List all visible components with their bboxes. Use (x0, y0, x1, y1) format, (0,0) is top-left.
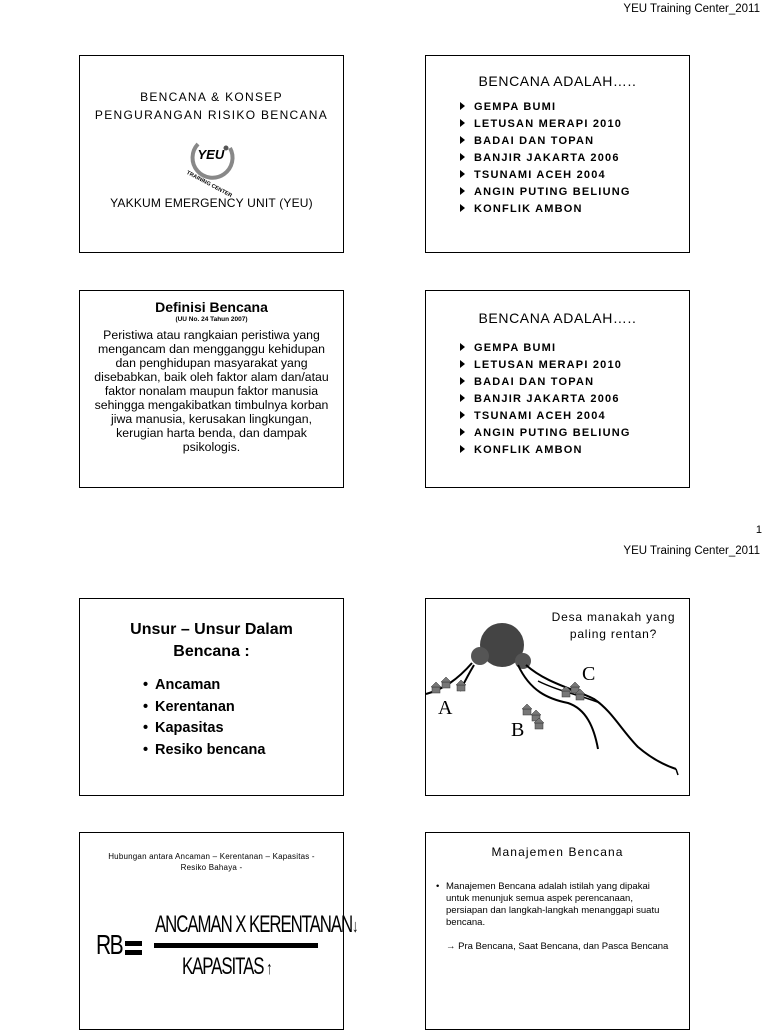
list-item: • Kerentanan (143, 697, 343, 719)
slide5-list (143, 675, 343, 761)
slide-bencana-adalah-1 (425, 55, 690, 253)
label-a: A (438, 697, 453, 719)
page-header: YEU Training Center_2011 (623, 3, 760, 15)
slide-rumus-rb (79, 832, 358, 1030)
list-item: BANJIR JAKARTA 2006 (458, 391, 689, 408)
logo-ring-text: TRAINING CENTER (184, 170, 233, 200)
slide3-subtitle: (UU No. 24 Tahun 2007) (175, 316, 248, 323)
slide4-title: BENCANA ADALAH….. (478, 310, 637, 326)
list-item: GEMPA BUMI (458, 340, 689, 357)
label-c: C (582, 663, 596, 685)
slide-manajemen (425, 832, 690, 1030)
logo-text: YEU (197, 147, 225, 162)
arrow-up-icon: ↑ (266, 958, 272, 978)
slide3-body: Peristiwa atau rangkaian peristiwa yang mengancam dan mengganggu kehidupan dan penghidupan masyarakat yang disebabkan, baik oleh faktor alam dan/atau faktor nonalam maupun faktor manusia sehingga mengakibatkan timbulnya korban jiwa manusia, kerusakan lingkungan, kerugian harta benda, dan dampak psikologis. (94, 328, 329, 454)
slide-desa-map (425, 598, 690, 796)
river-line (526, 665, 676, 769)
list-item: TSUNAMI ACEH 2004 (458, 408, 689, 425)
village-a-houses (431, 677, 466, 693)
page-number: 1 (755, 524, 762, 536)
slide7-caption-line1: Hubungan antara Ancaman – Kerentanan – Kapasitas - (108, 852, 315, 861)
list-item: LETUSAN MERAPI 2010 (458, 357, 689, 374)
bullet-icon: • (436, 881, 440, 892)
river-map (426, 599, 691, 797)
slide1-title-line2: PENGURANGAN RISIKO BENCANA (94, 108, 329, 122)
slide2-title: BENCANA ADALAH….. (478, 73, 637, 89)
question-line2: paling rentan? (569, 627, 658, 641)
list-item: GEMPA BUMI (458, 99, 689, 116)
denominator: KAPASITAS (182, 953, 264, 980)
slide2-list (458, 99, 689, 218)
list-item: TSUNAMI ACEH 2004 (458, 167, 689, 184)
arrow-down-icon: ↓ (352, 916, 358, 936)
list-item: BADAI DAN TOPAN (458, 133, 689, 150)
boulder (471, 647, 489, 665)
slide4-list (458, 340, 689, 459)
slide5-title-line1: Unsur – Unsur Dalam (130, 621, 293, 638)
slide8-title: Manajemen Bencana (491, 845, 624, 859)
list-item: • Kapasitas (143, 718, 343, 740)
slide8-phases: → Pra Bencana, Saat Bencana, dan Pasca Bencana (446, 941, 669, 952)
slide1-title-line1: BENCANA & KONSEP (140, 90, 283, 104)
village-b-houses (522, 704, 544, 729)
slide-definisi (79, 290, 344, 488)
river-line (676, 769, 678, 775)
list-item: KONFLIK AMBON (458, 442, 689, 459)
org-name: YAKKUM EMERGENCY UNIT (YEU) (110, 196, 313, 210)
list-item: • Ancaman (143, 675, 343, 697)
list-item: BADAI DAN TOPAN (458, 374, 689, 391)
slide-title (79, 55, 344, 253)
page-header-2: YEU Training Center_2011 (623, 545, 760, 557)
slide3-title: Definisi Bencana (155, 299, 268, 315)
slide5-title-line2: Bencana : (173, 643, 250, 660)
slide7-caption-line2: Resiko Bahaya - (180, 863, 243, 872)
slide-unsur (79, 598, 344, 796)
question-line1: Desa manakah yang (551, 610, 676, 624)
equals-bar (125, 941, 142, 946)
numerator: ANCAMAN X KERENTANAN (155, 911, 353, 938)
equals-bar (125, 950, 142, 955)
list-item: • Resiko bencana (143, 740, 343, 762)
list-item: ANGIN PUTING BELIUNG (458, 184, 689, 201)
yeu-logo (182, 132, 242, 200)
label-b: B (511, 719, 525, 741)
list-item: KONFLIK AMBON (458, 201, 689, 218)
list-item: BANJIR JAKARTA 2006 (458, 150, 689, 167)
list-item: ANGIN PUTING BELIUNG (458, 425, 689, 442)
slide-bencana-adalah-2 (425, 290, 690, 488)
slide8-bullet: Manajemen Bencana adalah istilah yang dipakai untuk menunjuk semua aspek perencanaan, persiapan dan langkah-langkah menanggapi suatu bencana. (446, 881, 660, 928)
fraction-bar (154, 943, 318, 948)
list-item: LETUSAN MERAPI 2010 (458, 116, 689, 133)
rb-label: RB (96, 929, 123, 960)
